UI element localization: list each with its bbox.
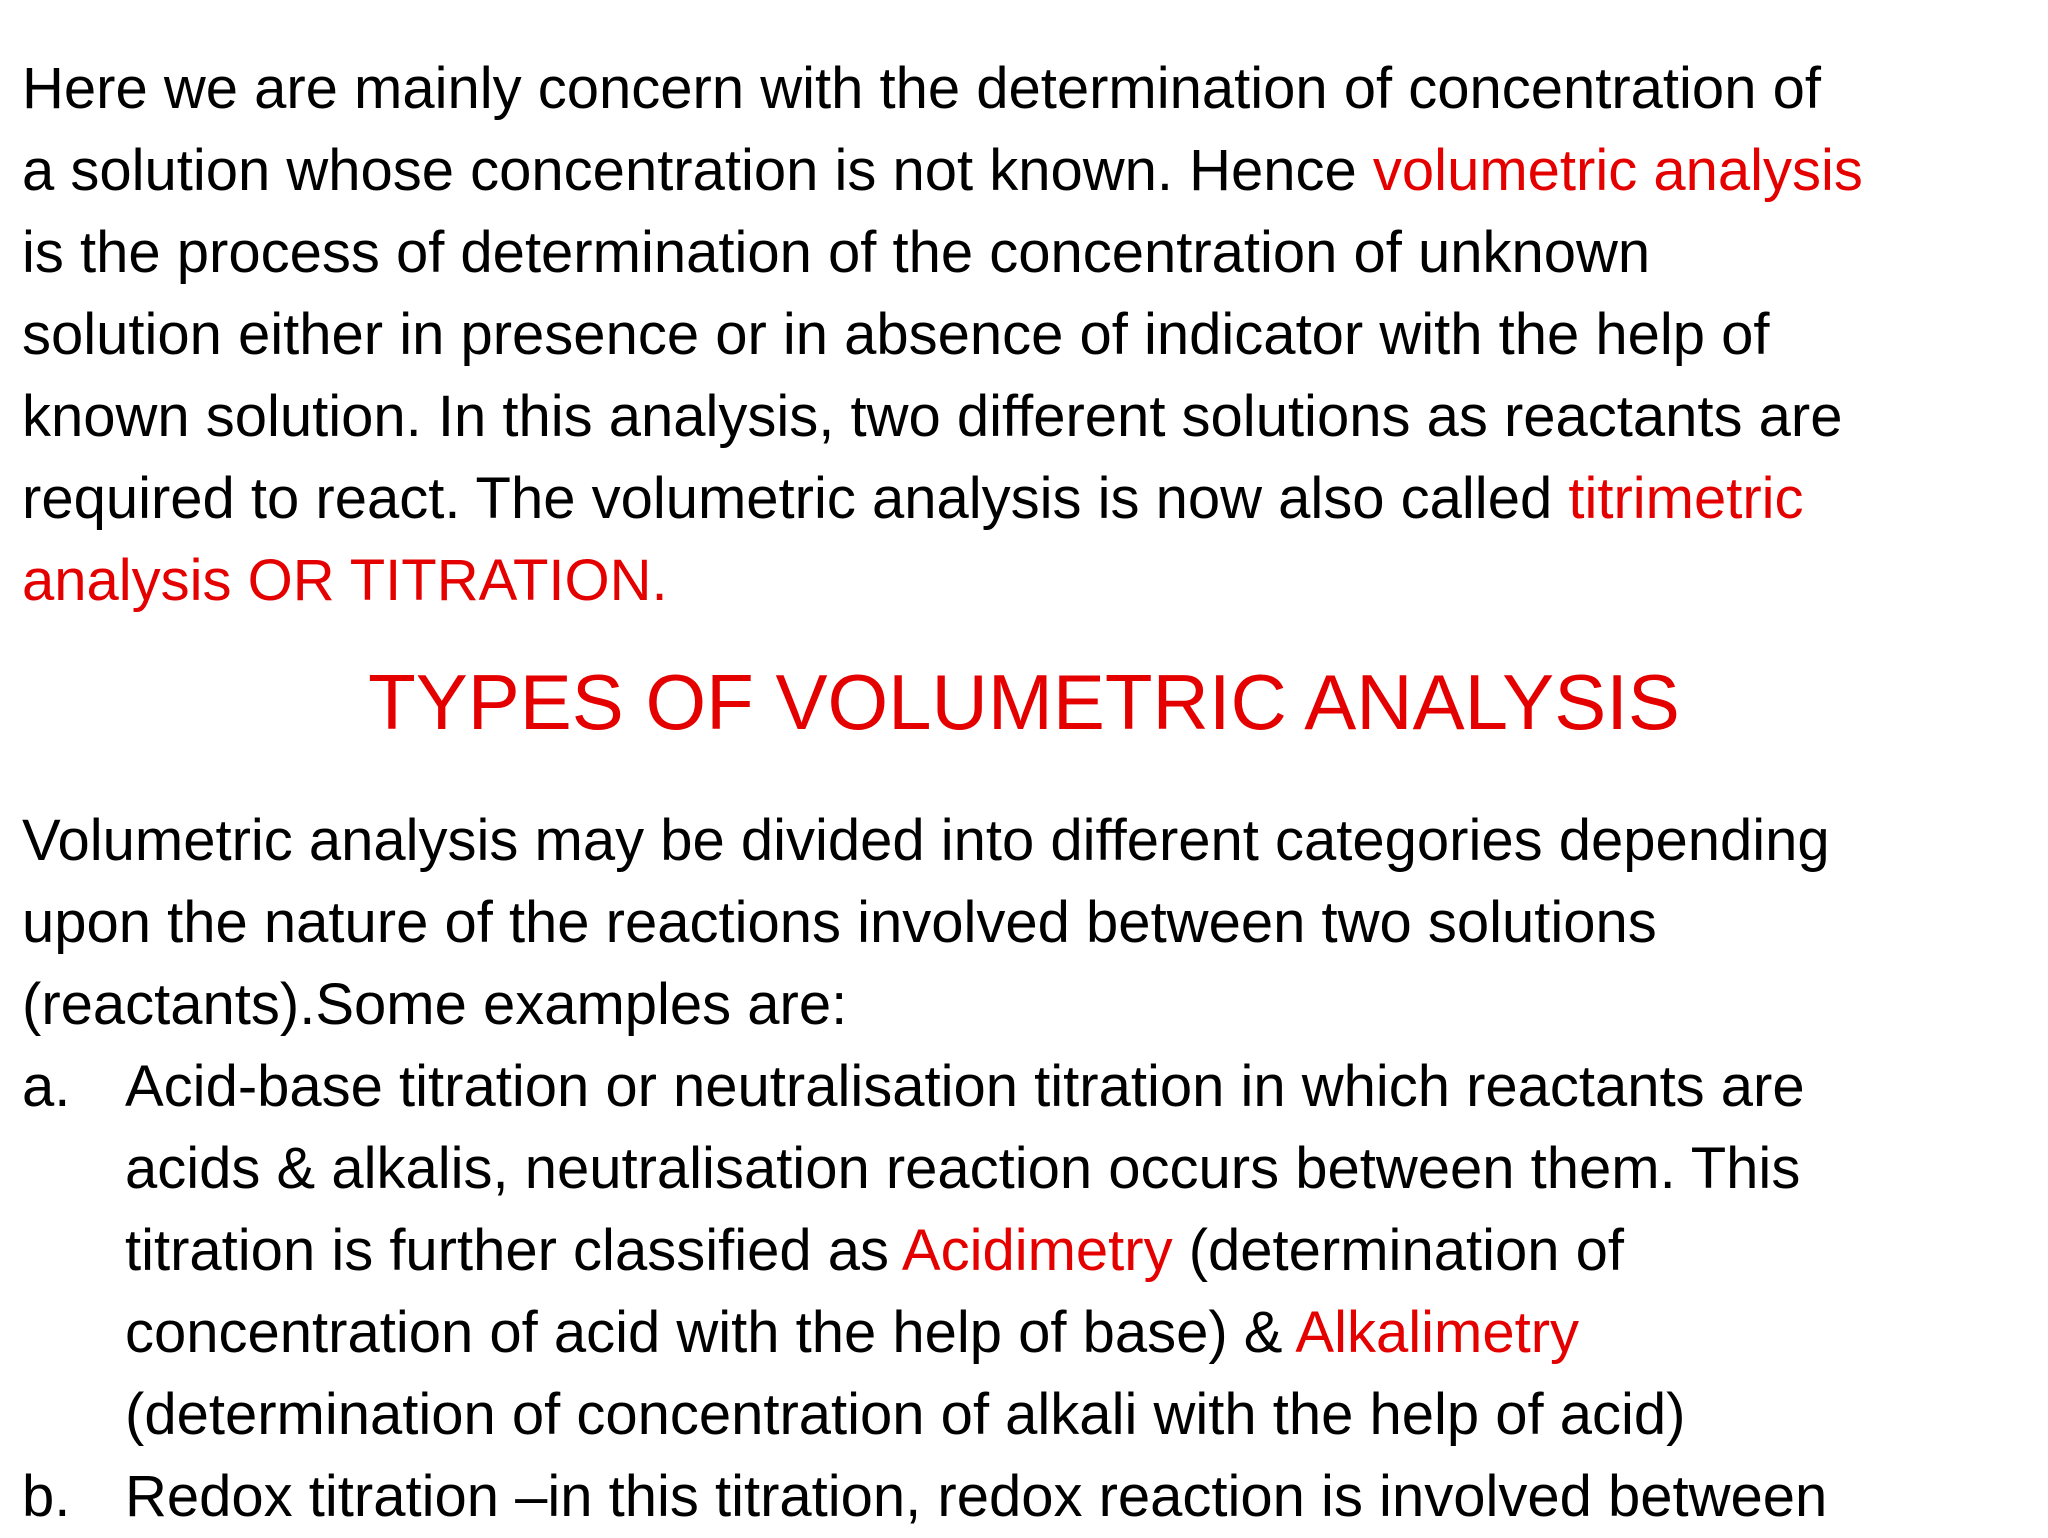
text-line — [22, 964, 1830, 1046]
text-line — [125, 1374, 1805, 1456]
highlighted-term: titrimetric — [1568, 466, 1804, 531]
text-line — [22, 458, 1863, 540]
highlighted-term: Acidimetry — [901, 1218, 1173, 1283]
categories-paragraph — [22, 800, 1830, 1046]
text-run: titration is further classified as — [125, 1218, 902, 1283]
highlighted-term: analysis OR TITRATION. — [22, 548, 668, 613]
highlighted-term: volumetric analysis — [1372, 138, 1863, 203]
text-run: is the process of determination of the concentration of unknown — [22, 220, 1651, 285]
text-line — [22, 800, 1830, 882]
text-run: acids & alkalis, neutralisation reaction occurs between them. This — [125, 1136, 1801, 1201]
text-line — [125, 1456, 1827, 1538]
text-run: (determination of — [1172, 1218, 1624, 1283]
text-run: Here we are mainly concern with the determination of concentration of — [22, 56, 1821, 121]
text-run: a solution whose concentration is not known. Hence — [22, 138, 1373, 203]
text-line — [125, 1046, 1805, 1128]
text-line — [125, 1292, 1805, 1374]
text-line — [22, 294, 1863, 376]
text-line — [22, 212, 1863, 294]
list-item-body — [125, 1046, 1805, 1456]
text-run: (reactants).Some examples are: — [22, 972, 848, 1037]
text-line — [22, 48, 1863, 130]
list-marker: a. — [22, 1054, 71, 1119]
list-marker: b. — [22, 1464, 71, 1529]
text-run: known solution. In this analysis, two different solutions as reactants are — [22, 384, 1843, 449]
text-line — [22, 376, 1863, 458]
text-line — [125, 1210, 1805, 1292]
text-run: upon the nature of the reactions involved between two solutions — [22, 890, 1657, 955]
list-item-body — [125, 1456, 1827, 1538]
text-line — [22, 540, 1863, 622]
text-line — [125, 1128, 1805, 1210]
text-run: Volumetric analysis may be divided into different categories depending — [22, 808, 1830, 873]
text-run: required to react. The volumetric analysis is now also called — [22, 466, 1569, 531]
text-run: (determination of concentration of alkali with the help of acid) — [125, 1382, 1686, 1447]
text-line — [22, 882, 1830, 964]
text-line — [22, 130, 1863, 212]
text-run: Acid-base titration or neutralisation titration in which reactants are — [125, 1054, 1805, 1119]
highlighted-term: Alkalimetry — [1295, 1300, 1580, 1365]
intro-paragraph — [22, 48, 1863, 622]
text-run: concentration of acid with the help of base) & — [125, 1300, 1296, 1365]
text-run: Redox titration –in this titration, redox reaction is involved between — [125, 1464, 1828, 1529]
section-heading: TYPES OF VOLUMETRIC ANALYSIS — [368, 658, 1680, 746]
text-run: solution either in presence or in absence of indicator with the help of — [22, 302, 1770, 367]
